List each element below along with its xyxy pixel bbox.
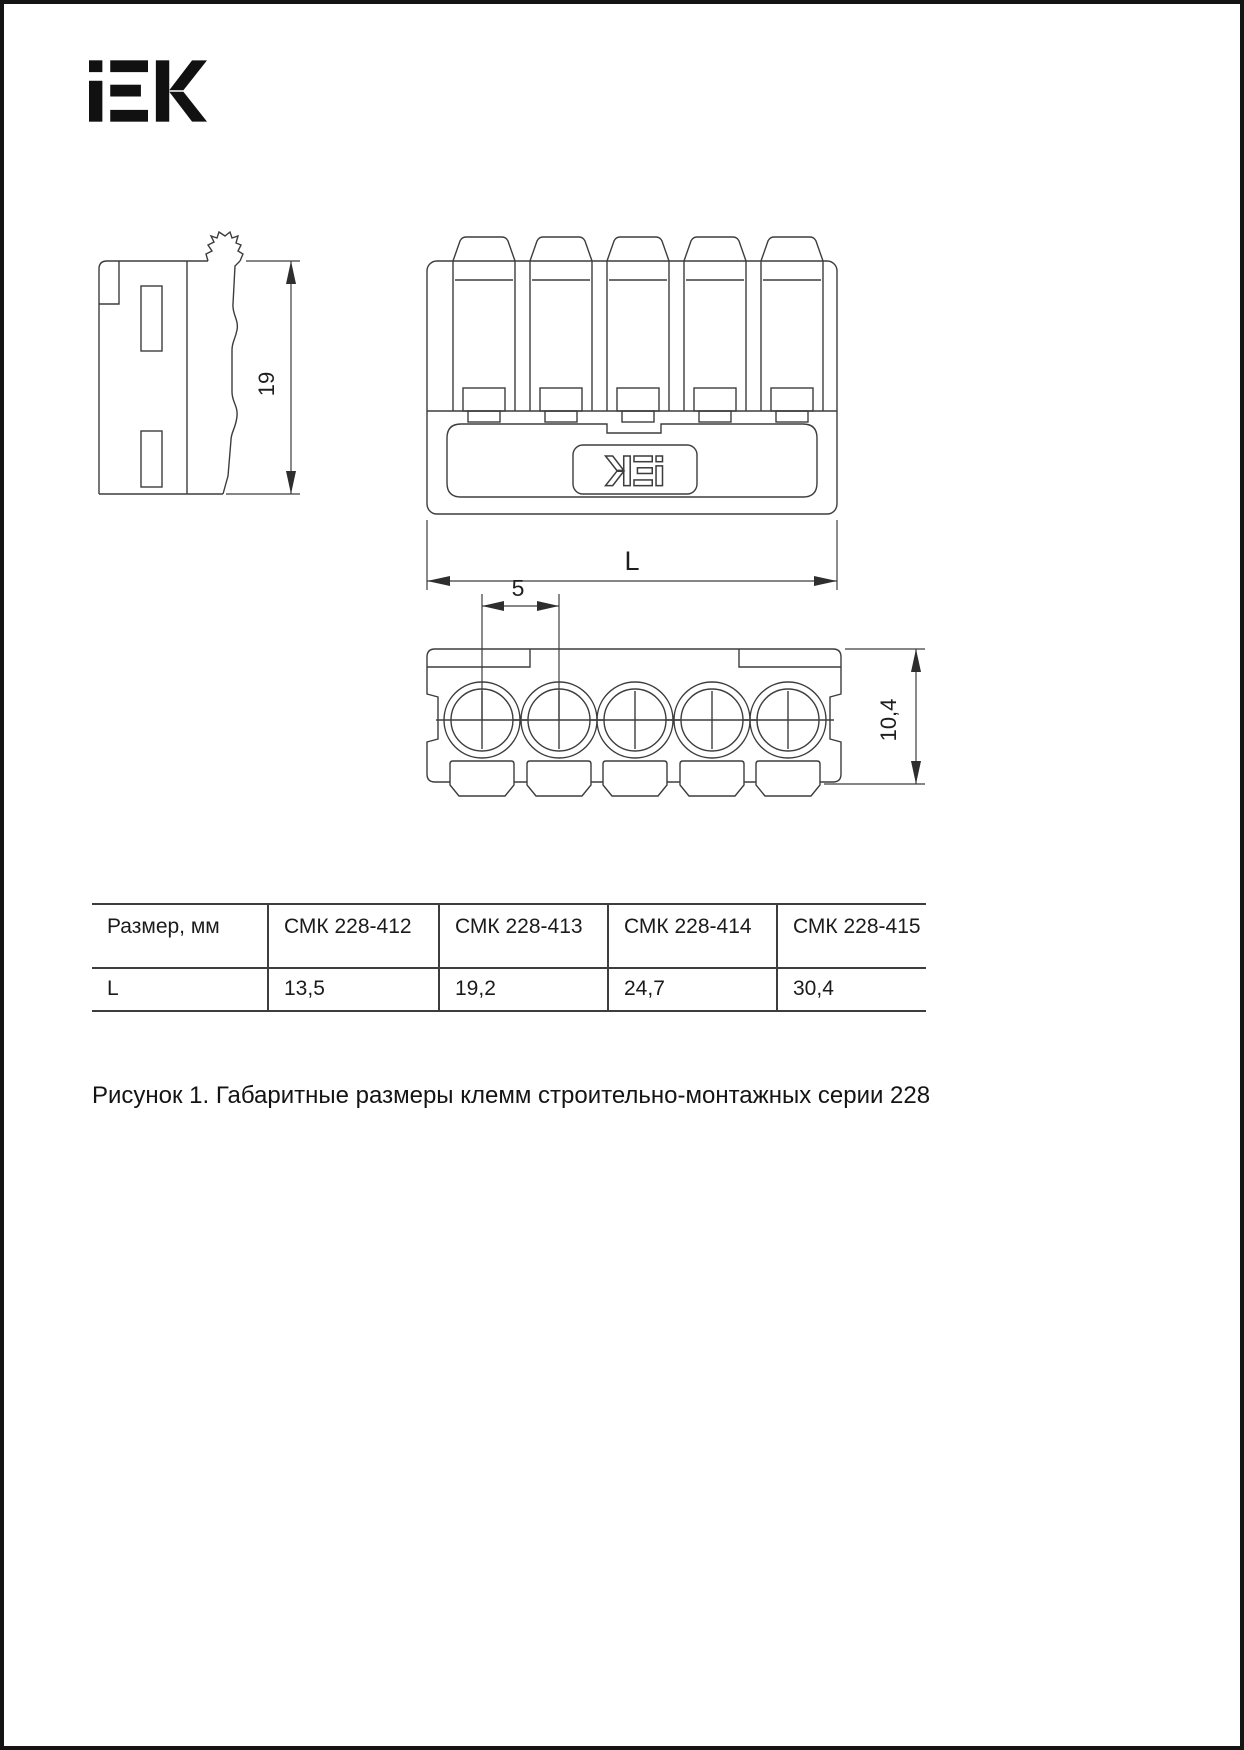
dim-label-19: 19: [254, 371, 279, 397]
table-cell: 24,7: [607, 969, 776, 1012]
side-view-drawing: [99, 232, 300, 494]
dimension-drawings: [4, 4, 1244, 824]
table-cell: 13,5: [267, 969, 438, 1012]
dimensions-table: [92, 903, 926, 1012]
table-cell: 30,4: [776, 969, 926, 1012]
table-header-cell: СМК 228-412: [267, 905, 438, 969]
table-cell: 19,2: [438, 969, 607, 1012]
dim-label-10-4: 10,4: [876, 698, 901, 742]
dim-label-L: L: [624, 546, 640, 576]
bottom-tabs: [450, 761, 820, 796]
figure-caption: Рисунок 1. Габаритные размеры клемм строительно-монтажных серии 228: [92, 1082, 931, 1109]
table-header-cell: СМК 228-414: [607, 905, 776, 969]
table-header-cell: СМК 228-413: [438, 905, 607, 969]
table-header-cell: Размер, мм: [92, 905, 267, 969]
table-header-cell: СМК 228-415: [776, 905, 926, 969]
top-view-drawing: [427, 575, 925, 796]
iek-logo-mirrored-icon: [606, 456, 663, 486]
table-cell: L: [92, 969, 267, 1012]
dim-label-5: 5: [511, 575, 525, 601]
clamp-levers: [453, 237, 823, 422]
front-view-drawing: [427, 237, 837, 590]
